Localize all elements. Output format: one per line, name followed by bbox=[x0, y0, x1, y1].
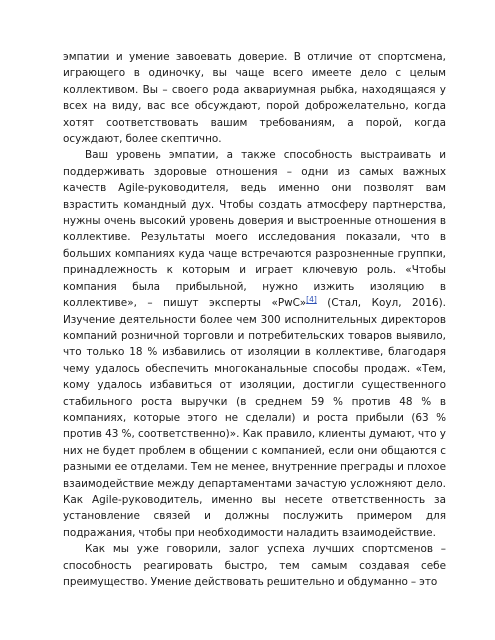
paragraph-3: Как мы уже говорили, залог успеха лучших спортсменов – способность реагировать быстро, тем самым создавая себе преимущество. Умение действовать решительно и обдуманно – это bbox=[63, 543, 446, 588]
paragraph-2-text-after: (Стал, Коул, 2016). Изучение деятельности более чем 300 исполнительных директоров компаний розничной торговли и потребительских товаров выявило, что только 18 % избавились от изоляции в коллективе, благодаря чему удалось обеспечить многоканальные способы продаж. «Тем, кому удалось избавиться от изоляции, достигли существенного стабильного роста выручки (в среднем 59 % против 48 % в компаниях, которые этого не сделали) и роста прибыли (63 % против 43 %, соответственно)». Как правило, клиенты думают, что у них не будет проблем в общении с компанией, если они общаются с разными ее отделами. Тем не менее, внутренние преграды и плохое взаимодействие между департаментами зачастую усложняют дело. Как Agile-руководитель, именно вы несете ответственность за установление связей и должны послужить примером для подражания, чтобы при необходимости наладить взаимодействие. bbox=[63, 297, 446, 539]
paragraph-2-text-before: Ваш уровень эмпатии, а также способность выстраивать и поддерживать здоровые отношения – одни из самых важных качеств Agile-руководителя, ведь именно они позволят вам взрастить командный дух. Чтобы создать атмосферу партнерства, нужны очень высокий уровень доверия и выстроенные отношения в коллективе. Результаты моего исследования показали, что в больших компаниях куда чаще встречаются разрозненные группки, принадлежность к которым и играет ключевую роль. «Чтобы компания была прибыльной, нужно изжить изоляцию в коллективе», – пишут эксперты «PwC» bbox=[63, 149, 446, 310]
footnote-link[interactable]: [4] bbox=[306, 295, 317, 305]
document-page bbox=[63, 49, 446, 590]
paragraph-1: эмпатии и умение завоевать доверие. В отличие от спортсмена, играющего в одиночку, вы чаще всего имеете дело с целым коллективом. Вы – своего рода аквариумная рыбка, находящаяся у всех на виду, вас все обсуждают, порой доброжелательно, когда хотят соответствовать вашим требованиям, а порой, когда осуждают, более скептично. bbox=[63, 51, 446, 146]
paragraph-2 bbox=[63, 147, 446, 541]
